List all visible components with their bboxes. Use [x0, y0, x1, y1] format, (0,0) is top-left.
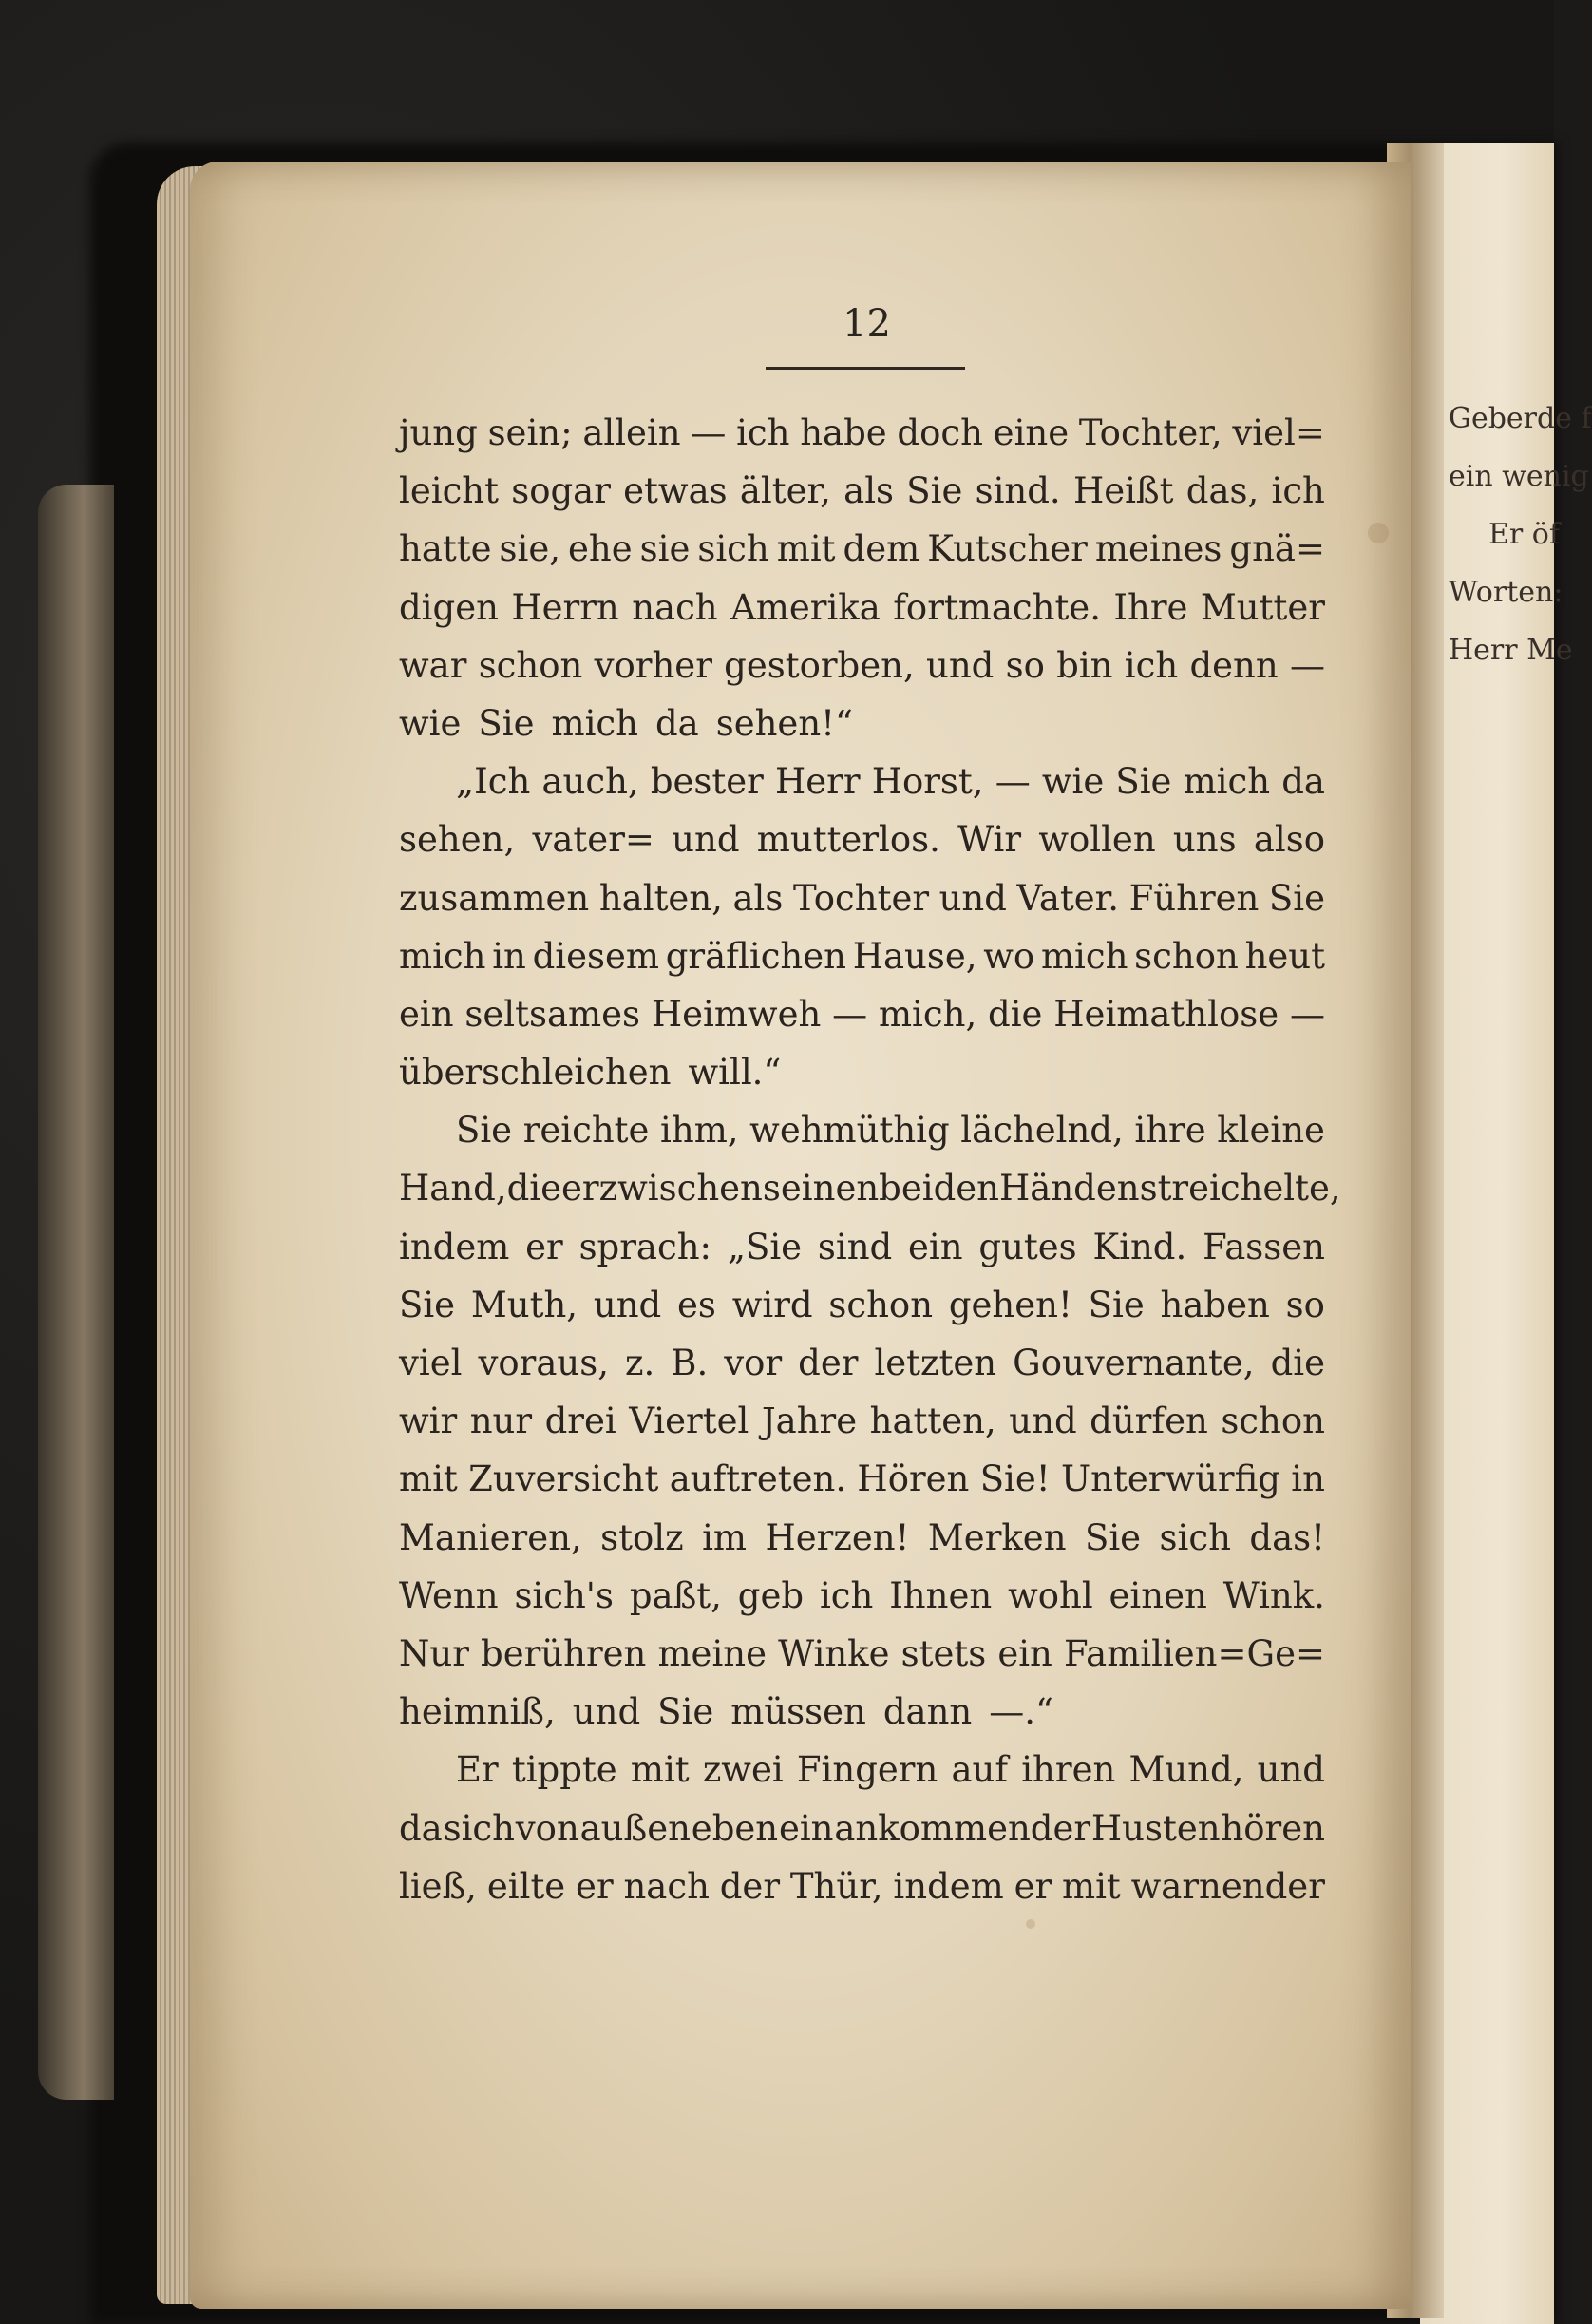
word: nur — [469, 1400, 533, 1442]
book-spine-left — [38, 485, 114, 2100]
word: will.“ — [688, 1052, 782, 1094]
word: wie — [399, 702, 462, 744]
text-line — [399, 637, 1325, 695]
word: leicht — [399, 470, 499, 512]
word: Herr — [775, 761, 861, 803]
word: wollen — [1038, 819, 1156, 861]
word: gutes — [978, 1226, 1077, 1267]
word: heimniß, — [399, 1691, 556, 1733]
word: da — [399, 1807, 443, 1849]
word: habe — [800, 412, 887, 453]
word: so — [1005, 644, 1045, 686]
word: — — [995, 761, 1031, 803]
word: Führen — [1128, 877, 1260, 919]
word: viel= — [1232, 412, 1325, 453]
word: da — [1281, 761, 1325, 803]
word: die — [988, 993, 1043, 1035]
text-line — [399, 695, 1325, 752]
word: haben — [1160, 1284, 1270, 1325]
word: vorher — [594, 644, 712, 686]
text-line — [399, 579, 1325, 637]
word: halten, — [598, 877, 723, 919]
word: Mutter — [1200, 586, 1325, 628]
word: Sie — [657, 1691, 714, 1733]
word: die — [1270, 1343, 1325, 1383]
word: ein — [399, 993, 454, 1035]
word: Kind. — [1092, 1226, 1187, 1267]
word: ließ, — [399, 1865, 478, 1907]
word: Winke — [778, 1632, 890, 1674]
word: digen — [399, 586, 499, 628]
word: war — [399, 644, 467, 686]
word: als — [843, 470, 895, 512]
word: und — [1009, 1400, 1077, 1442]
word: Tochter — [792, 877, 930, 919]
word: Kutscher — [927, 528, 1088, 570]
word: also — [1253, 819, 1325, 861]
word: indem — [893, 1865, 1004, 1907]
word: zwischen — [598, 1168, 763, 1210]
word: wir — [399, 1400, 458, 1442]
word: mutterlos. — [756, 819, 940, 861]
word: mit — [399, 1458, 458, 1500]
word: Unterwürfig — [1060, 1458, 1280, 1500]
word: voraus, — [478, 1343, 609, 1383]
word: seltsames — [464, 993, 640, 1035]
word: er — [525, 1226, 563, 1267]
word: dürfen — [1090, 1400, 1208, 1442]
word: ehe — [568, 528, 633, 570]
right-text-line: Worten: — [1449, 576, 1564, 609]
text-line — [399, 1800, 1325, 1857]
word: als — [732, 877, 784, 919]
word: stets — [900, 1632, 987, 1674]
word: hatten, — [869, 1400, 996, 1442]
word: Amerika — [730, 586, 881, 628]
word: ankommender — [834, 1807, 1091, 1849]
word: Sie — [456, 1110, 513, 1152]
word: schon — [828, 1284, 934, 1325]
word: in — [1291, 1458, 1325, 1500]
word: da — [654, 702, 699, 744]
word: Familien=Ge= — [1063, 1632, 1325, 1674]
word: ich — [1271, 470, 1325, 512]
word: sogar — [511, 470, 611, 512]
word: Sie — [399, 1284, 456, 1325]
word: bin — [1056, 644, 1113, 686]
word: eine — [993, 412, 1070, 453]
word: heut — [1244, 935, 1325, 977]
word: —.“ — [989, 1691, 1053, 1733]
word: Hören — [857, 1458, 970, 1500]
word: sie — [639, 528, 691, 570]
right-text-line: ein wenig — [1449, 460, 1589, 493]
word: Thür, — [789, 1865, 883, 1907]
text-line — [399, 985, 1325, 1043]
word: dann — [882, 1691, 973, 1733]
word: beiden — [879, 1168, 999, 1210]
right-page-text-fragment — [1449, 390, 1592, 679]
word: diesem — [532, 935, 660, 977]
word: warnender — [1130, 1865, 1325, 1907]
text-line — [399, 810, 1325, 868]
word: nach — [623, 1865, 710, 1907]
word: so — [1285, 1284, 1325, 1325]
word: schon — [478, 644, 583, 686]
word: und — [572, 1691, 641, 1733]
word: Ihre — [1113, 586, 1188, 628]
word: außen — [579, 1807, 691, 1849]
word: Hause, — [852, 935, 977, 977]
word: mit — [1062, 1865, 1121, 1907]
word: Tochter, — [1078, 412, 1222, 453]
word: sind — [817, 1226, 893, 1267]
word: indem — [399, 1226, 510, 1267]
word: er — [576, 1865, 614, 1907]
word: mich — [399, 935, 486, 977]
word: schon — [1134, 935, 1239, 977]
word: zusammen — [399, 877, 590, 919]
word: seinen — [762, 1168, 880, 1210]
text-line — [399, 752, 1325, 810]
word: gnä= — [1229, 528, 1325, 570]
left-page-text-block — [399, 404, 1341, 1915]
word: zwei — [702, 1749, 784, 1791]
text-line — [399, 1857, 1325, 1915]
word: Sie — [478, 702, 535, 744]
text-line — [399, 1334, 1325, 1392]
page-stain — [1368, 523, 1389, 543]
word: eilte — [486, 1865, 566, 1907]
word: Viertel — [629, 1400, 749, 1442]
word: ich — [819, 1574, 874, 1616]
word: Horst, — [871, 761, 984, 803]
word: allein — [582, 412, 681, 453]
word: — — [1289, 993, 1325, 1035]
page-number: 12 — [843, 302, 891, 346]
word: paßt, — [629, 1574, 722, 1616]
word: Husten — [1090, 1807, 1221, 1849]
text-line — [399, 1567, 1325, 1625]
text-line — [399, 1392, 1325, 1450]
word: doch — [897, 412, 983, 453]
word: einen — [1109, 1574, 1207, 1616]
word: Fingern — [796, 1749, 938, 1791]
word: Er — [456, 1749, 499, 1791]
word: und — [672, 819, 740, 861]
word: und — [926, 644, 995, 686]
word: uns — [1172, 819, 1237, 861]
word: „Ich — [456, 761, 531, 803]
text-line — [399, 1741, 1325, 1799]
word: wird — [731, 1284, 813, 1325]
word: der — [798, 1343, 859, 1383]
word: sich — [443, 1807, 515, 1849]
word: geb — [737, 1574, 805, 1616]
word: ihre — [1134, 1110, 1206, 1152]
word: tippte — [511, 1749, 617, 1791]
word: Heimathlose — [1053, 993, 1279, 1035]
word: überschleichen — [399, 1052, 672, 1094]
word: Ihnen — [889, 1574, 993, 1616]
word: ich — [736, 412, 790, 453]
word: auch, — [541, 761, 639, 803]
word: denn — [1189, 644, 1279, 686]
word: Wir — [957, 819, 1022, 861]
word: mich — [1183, 761, 1271, 803]
word: lächelnd, — [960, 1110, 1124, 1152]
word: Hand, — [399, 1168, 507, 1210]
word: Gouvernante, — [1013, 1343, 1255, 1383]
word: ich — [1124, 644, 1179, 686]
word: und — [593, 1284, 662, 1325]
text-line — [399, 927, 1325, 985]
word: streichelte, — [1139, 1168, 1341, 1210]
right-text-line: Er öf — [1488, 518, 1560, 551]
word: Vater. — [1016, 877, 1120, 919]
word: Sie — [1268, 877, 1325, 919]
word: vater= — [532, 819, 654, 861]
word: Jahre — [761, 1400, 858, 1442]
word: der — [719, 1865, 781, 1907]
word: stolz — [600, 1516, 684, 1558]
word: Manieren, — [399, 1516, 582, 1558]
text-line — [399, 1101, 1325, 1159]
word: berühren — [481, 1632, 647, 1674]
word: schon — [1221, 1400, 1325, 1442]
word: hören — [1221, 1807, 1325, 1849]
right-text-line: Herr Me — [1449, 634, 1573, 667]
word: mit — [776, 528, 836, 570]
word: gehen! — [948, 1284, 1072, 1325]
text-line — [399, 1683, 1325, 1741]
word: hatte — [399, 528, 492, 570]
word: auftreten. — [669, 1458, 847, 1500]
word: Händen — [999, 1168, 1140, 1210]
word: Heimweh — [651, 993, 822, 1035]
text-line — [399, 1159, 1341, 1217]
text-line — [399, 1218, 1325, 1276]
word: Herrn — [511, 586, 619, 628]
word: ein — [908, 1226, 963, 1267]
word: meines — [1094, 528, 1222, 570]
text-line — [399, 404, 1325, 462]
word: sich — [1159, 1516, 1231, 1558]
word: meine — [657, 1632, 768, 1674]
word: das! — [1249, 1516, 1325, 1558]
word: bester — [650, 761, 764, 803]
word: drei — [544, 1400, 616, 1442]
word: — — [691, 412, 727, 453]
word: mit — [630, 1749, 690, 1791]
word: Sie! — [979, 1458, 1051, 1500]
text-line — [399, 1625, 1325, 1683]
word: ein — [778, 1807, 834, 1849]
word: Muth, — [470, 1284, 578, 1325]
text-line — [399, 520, 1325, 578]
word: B. — [671, 1343, 709, 1383]
word: Mund, — [1128, 1749, 1244, 1791]
word: sprach: — [578, 1226, 711, 1267]
text-line — [399, 1509, 1325, 1567]
word: Wenn — [399, 1574, 499, 1616]
text-line — [399, 1450, 1325, 1508]
word: z. — [625, 1343, 655, 1383]
word: auf — [951, 1749, 1009, 1791]
word: fortmachte. — [893, 586, 1101, 628]
word: die — [506, 1168, 562, 1210]
word: viel — [399, 1343, 463, 1383]
word: in — [492, 935, 526, 977]
word: mich, — [878, 993, 977, 1035]
word: „Sie — [727, 1226, 803, 1267]
word: Wink. — [1222, 1574, 1325, 1616]
word: sind. — [975, 470, 1061, 512]
word: von — [515, 1807, 579, 1849]
word: Sie — [906, 470, 963, 512]
word: ihm, — [660, 1110, 739, 1152]
word: müssen — [730, 1691, 866, 1733]
word: mich — [551, 702, 638, 744]
word: Zuversicht — [468, 1458, 659, 1500]
word: mich — [1040, 935, 1128, 977]
word: Fassen — [1203, 1226, 1325, 1267]
word: reichte — [522, 1110, 650, 1152]
word: und — [1257, 1749, 1325, 1791]
page-stain — [1026, 1919, 1035, 1929]
word: kleine — [1217, 1110, 1325, 1152]
word: letzten — [874, 1343, 997, 1383]
word: gräflichen — [665, 935, 846, 977]
word: nach — [632, 586, 718, 628]
word: wohl — [1008, 1574, 1093, 1616]
word: eben — [691, 1807, 779, 1849]
word: sich — [697, 528, 769, 570]
word: ihren — [1021, 1749, 1116, 1791]
word: jung — [399, 412, 478, 453]
word: Sie — [1088, 1284, 1145, 1325]
word: Heißt — [1072, 470, 1174, 512]
word: er — [561, 1168, 599, 1210]
word: im — [702, 1516, 748, 1558]
word: sich's — [514, 1574, 614, 1616]
word: älter, — [739, 470, 831, 512]
text-line — [399, 869, 1325, 927]
word: wo — [983, 935, 1035, 977]
word: vor — [724, 1343, 783, 1383]
page-number-rule — [766, 367, 965, 370]
right-text-line: Geberde f — [1449, 402, 1592, 435]
word: Merken — [927, 1516, 1067, 1558]
word: und — [938, 877, 1007, 919]
word: Nur — [399, 1632, 469, 1674]
word: Herzen! — [765, 1516, 910, 1558]
word: er — [1014, 1865, 1052, 1907]
word: Sie — [1115, 761, 1172, 803]
text-line — [399, 462, 1325, 520]
word: sehen, — [399, 819, 516, 861]
word: wehmüthig — [749, 1110, 950, 1152]
word: dem — [843, 528, 920, 570]
word: — — [1289, 644, 1325, 686]
word: etwas — [623, 470, 728, 512]
word: das, — [1185, 470, 1260, 512]
word: — — [832, 993, 868, 1035]
text-line — [399, 1276, 1325, 1334]
word: gestorben, — [724, 644, 915, 686]
word: sehen!“ — [715, 702, 853, 744]
word: Sie — [1085, 1516, 1142, 1558]
word: wie — [1041, 761, 1105, 803]
text-line — [399, 1043, 1325, 1101]
word: ein — [997, 1632, 1052, 1674]
word: es — [677, 1284, 716, 1325]
word: sie, — [499, 528, 561, 570]
word: sein; — [487, 412, 573, 453]
